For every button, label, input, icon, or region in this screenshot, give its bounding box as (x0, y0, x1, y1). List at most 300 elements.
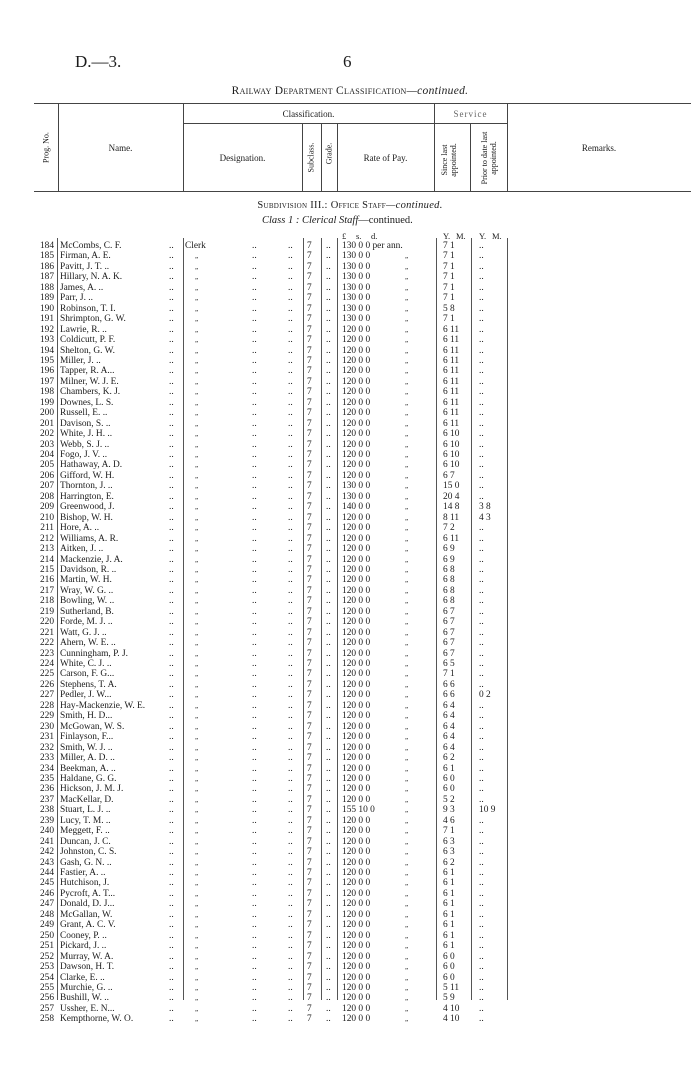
leader-dots: .. (169, 941, 174, 952)
prog-no: 230 (39, 721, 54, 732)
service-prior: 4 3 (479, 512, 491, 523)
ditto-mark: „ (405, 356, 409, 365)
leader-dots: .. (169, 481, 174, 492)
service-prior: .. (479, 523, 484, 534)
staff-name: Coldicutt, P. F. (60, 335, 116, 346)
leader-dots: .. (288, 721, 293, 732)
subclass: 7 (307, 460, 312, 471)
service-since: 6 8 (443, 575, 455, 586)
rate-of-pay: 130 0 0 (342, 272, 371, 283)
leader-dots: .. (252, 794, 257, 805)
leader-dots: .. (252, 1014, 257, 1025)
service-prior: .. (479, 784, 484, 795)
ditto-mark: „ (195, 795, 199, 804)
leader-dots: .. (326, 899, 331, 910)
leader-dots: .. (169, 1014, 174, 1025)
staff-name: Lucy, T. M. .. (60, 815, 111, 826)
rate-of-pay: 120 0 0 (342, 982, 371, 993)
ditto-mark: „ (195, 733, 199, 742)
prog-no: 227 (39, 690, 54, 701)
rate-of-pay: 120 0 0 (342, 868, 371, 878)
subclass: 7 (307, 324, 312, 335)
table-row (0, 983, 700, 994)
leader-dots: .. (169, 282, 174, 293)
leader-dots: .. (252, 314, 257, 325)
ditto-mark: „ (195, 764, 199, 773)
service-prior: .. (479, 408, 484, 419)
leader-dots: .. (252, 857, 257, 868)
service-since: 6 0 (443, 784, 455, 795)
prog-no: 186 (39, 261, 54, 272)
table-row (0, 398, 700, 409)
subclass: 7 (307, 721, 312, 732)
rate-of-pay: 120 0 0 (342, 815, 371, 826)
table-row (0, 314, 700, 325)
rate-of-pay: 120 0 0 (342, 418, 371, 429)
table-row (0, 565, 700, 576)
staff-name: McGowan, W. S. (60, 721, 125, 732)
table-row (0, 377, 700, 388)
staff-name: Haldane, G. G. (60, 773, 117, 784)
leader-dots: .. (288, 951, 293, 962)
leader-dots: .. (288, 575, 293, 586)
col-remarks: Remarks. (581, 143, 617, 153)
leader-dots: .. (169, 815, 174, 826)
subclass: 7 (307, 470, 312, 481)
ditto-mark: „ (195, 252, 199, 261)
leader-dots: .. (252, 638, 257, 649)
leader-dots: .. (252, 596, 257, 607)
subclass: 7 (307, 732, 312, 743)
table-row (0, 711, 700, 722)
staff-name: Kempthorne, W. O. (60, 1014, 134, 1025)
ditto-mark: „ (195, 774, 199, 783)
staff-name: MacKellar, D. (60, 794, 114, 805)
table-row (0, 941, 700, 952)
leader-dots: .. (326, 982, 331, 993)
ditto-mark: „ (405, 513, 409, 522)
ditto-mark: „ (195, 900, 199, 909)
prog-no: 202 (39, 429, 54, 440)
leader-dots: .. (169, 491, 174, 502)
ditto-mark: „ (195, 910, 199, 919)
staff-name: Pycroft, A. T... (60, 888, 116, 899)
rate-of-pay: 120 0 0 (342, 533, 371, 544)
table-row (0, 690, 700, 701)
subclass: 7 (307, 648, 312, 659)
subclass: 7 (307, 491, 312, 502)
unit-pounds: £ (342, 231, 347, 241)
service-prior: .. (479, 638, 484, 649)
leader-dots: .. (252, 868, 257, 878)
ditto-mark: „ (195, 607, 199, 616)
prog-no: 204 (39, 450, 54, 460)
unit-months-prior: M. (492, 231, 502, 241)
rate-of-pay: 130 0 0 (342, 261, 371, 272)
table-row (0, 805, 700, 816)
subclass: 7 (307, 711, 312, 722)
ditto-mark: „ (195, 388, 199, 397)
subclass: 7 (307, 742, 312, 753)
leader-dots: .. (288, 690, 293, 701)
subclass: 7 (307, 930, 312, 941)
prog-no: 219 (39, 606, 54, 617)
ditto-mark: „ (405, 994, 409, 1003)
rate-of-pay: 120 0 0 (342, 836, 371, 847)
subdivision-label: Subdivision III.: Office Staff (257, 200, 386, 211)
prog-no: 226 (39, 679, 54, 690)
staff-name: Williams, A. R. (60, 533, 119, 544)
leader-dots: .. (169, 617, 174, 628)
prog-no: 200 (39, 408, 54, 419)
prog-no: 234 (39, 763, 54, 774)
table-row (0, 440, 700, 451)
prog-no: 197 (39, 376, 54, 387)
table-row (0, 784, 700, 795)
service-since: 6 4 (443, 700, 455, 711)
ditto-mark: „ (195, 315, 199, 324)
ditto-mark: „ (405, 440, 409, 449)
service-prior: .. (479, 930, 484, 941)
ditto-mark: „ (405, 388, 409, 397)
leader-dots: .. (252, 993, 257, 1004)
table-row (0, 262, 700, 273)
prog-no: 220 (39, 617, 54, 628)
unit-months-since: M. (456, 231, 466, 241)
staff-name: Gash, G. N. .. (60, 857, 112, 868)
leader-dots: .. (252, 941, 257, 952)
service-since: 6 7 (443, 470, 455, 481)
rate-of-pay: 120 0 0 (342, 564, 371, 575)
leader-dots: .. (169, 669, 174, 680)
leader-dots: .. (288, 251, 293, 262)
leader-dots: .. (326, 993, 331, 1004)
leader-dots: .. (252, 387, 257, 398)
ditto-mark: „ (195, 649, 199, 658)
ditto-mark: „ (405, 983, 409, 992)
table-row (0, 419, 700, 430)
staff-name: Greenwood, J. (60, 502, 115, 513)
rate-of-pay: 120 0 0 (342, 523, 371, 534)
prog-no: 241 (39, 836, 54, 847)
service-prior: 10 9 (479, 805, 496, 816)
leader-dots: .. (288, 324, 293, 335)
subclass: 7 (307, 763, 312, 774)
col-prog-no: Prog. No. (41, 132, 51, 163)
prog-no: 211 (40, 523, 54, 534)
ditto-mark: „ (195, 503, 199, 512)
table-row (0, 387, 700, 398)
leader-dots: .. (288, 241, 293, 251)
subclass: 7 (307, 502, 312, 513)
ditto-mark: „ (405, 555, 409, 564)
table-row (0, 502, 700, 513)
staff-name: Aitken, J. .. (60, 544, 104, 555)
leader-dots: .. (252, 554, 257, 565)
leader-dots: .. (169, 533, 174, 544)
staff-name: Hickson, J. M. J. (60, 784, 124, 795)
service-since: 4 10 (443, 1014, 460, 1025)
leader-dots: .. (169, 387, 174, 398)
ditto-mark: „ (195, 398, 199, 407)
ditto-mark: „ (405, 827, 409, 836)
service-prior: .. (479, 951, 484, 962)
table-row (0, 628, 700, 639)
rate-of-pay: 120 0 0 (342, 387, 371, 398)
leader-dots: .. (169, 303, 174, 314)
leader-dots: .. (326, 847, 331, 858)
ditto-mark: „ (405, 848, 409, 857)
leader-dots: .. (252, 732, 257, 743)
ditto-mark: „ (195, 994, 199, 1003)
staff-name: Shelton, G. W. (60, 345, 115, 356)
leader-dots: .. (326, 345, 331, 356)
leader-dots: .. (252, 805, 257, 816)
service-since: 6 7 (443, 638, 455, 649)
subclass: 7 (307, 627, 312, 638)
service-prior: .. (479, 450, 484, 460)
subclass: 7 (307, 888, 312, 899)
ditto-mark: „ (195, 869, 199, 877)
table-row (0, 607, 700, 618)
prog-no: 217 (39, 585, 54, 596)
leader-dots: .. (326, 512, 331, 523)
page-title (0, 85, 700, 97)
leader-dots: .. (252, 711, 257, 722)
table-row (0, 732, 700, 743)
prog-no: 218 (39, 596, 54, 607)
leader-dots: .. (252, 617, 257, 628)
leader-dots: .. (252, 376, 257, 387)
prog-no: 223 (39, 648, 54, 659)
prog-no: 208 (39, 491, 54, 502)
service-prior: .. (479, 941, 484, 952)
leader-dots: .. (326, 721, 331, 732)
column-header-table (34, 103, 691, 191)
service-since: 6 3 (443, 836, 455, 847)
prog-no: 199 (39, 397, 54, 408)
staff-name: Lawrie, R. .. (60, 324, 107, 335)
leader-dots: .. (288, 784, 293, 795)
leader-dots: .. (252, 241, 257, 251)
service-since: 6 11 (443, 397, 460, 408)
service-prior: .. (479, 711, 484, 722)
staff-name: Wray, W. G. .. (60, 585, 114, 596)
leader-dots: .. (288, 857, 293, 868)
leader-dots: .. (288, 460, 293, 471)
leader-dots: .. (252, 564, 257, 575)
ditto-mark: „ (195, 336, 199, 345)
staff-name: Ahern, W. E. .. (60, 638, 116, 649)
col-rate-of-pay: Rate of Pay. (363, 153, 408, 163)
subclass: 7 (307, 638, 312, 649)
leader-dots: .. (252, 930, 257, 941)
ditto-mark: „ (405, 607, 409, 616)
ditto-mark: „ (195, 545, 199, 554)
ditto-mark: „ (405, 262, 409, 271)
leader-dots: .. (169, 470, 174, 481)
leader-dots: .. (326, 554, 331, 565)
service-prior: .. (479, 554, 484, 565)
prog-no: 222 (39, 638, 54, 649)
table-row (0, 722, 700, 733)
ditto-mark: „ (405, 754, 409, 763)
staff-name: Fogo, J. V. .. (60, 450, 108, 460)
leader-dots: .. (169, 753, 174, 764)
service-since: 4 6 (443, 815, 455, 826)
rate-of-pay: 120 0 0 (342, 784, 371, 795)
service-prior: .. (479, 533, 484, 544)
leader-dots: .. (288, 261, 293, 272)
leader-dots: .. (326, 638, 331, 649)
prog-no: 203 (39, 439, 54, 450)
ditto-mark: „ (405, 774, 409, 783)
prog-no: 255 (39, 982, 54, 993)
prog-no: 194 (39, 345, 54, 356)
service-prior: .. (479, 282, 484, 293)
staff-name: Harrington, E. (60, 491, 114, 502)
leader-dots: .. (326, 909, 331, 920)
service-since: 6 7 (443, 648, 455, 659)
subclass: 7 (307, 690, 312, 701)
leader-dots: .. (288, 523, 293, 534)
ditto-mark: „ (405, 586, 409, 595)
staff-name: Tapper, R. A... (60, 366, 115, 377)
subdivision-continued: —continued. (385, 200, 443, 211)
ditto-mark: „ (405, 785, 409, 794)
rate-of-pay: 120 0 0 (342, 794, 371, 805)
leader-dots: .. (169, 763, 174, 774)
leader-dots: .. (288, 878, 293, 889)
leader-dots: .. (169, 899, 174, 910)
ditto-mark: „ (195, 377, 199, 386)
leader-dots: .. (288, 617, 293, 628)
leader-dots: .. (169, 773, 174, 784)
rate-of-pay: 120 0 0 (342, 585, 371, 596)
service-prior: .. (479, 669, 484, 680)
subclass: 7 (307, 387, 312, 398)
table-row (0, 659, 700, 670)
subclass: 7 (307, 753, 312, 764)
col-designation: Designation. (219, 153, 266, 163)
rate-of-pay: 120 0 0 (342, 1014, 371, 1025)
leader-dots: .. (252, 679, 257, 690)
service-since: 6 1 (443, 899, 455, 910)
ditto-mark: „ (195, 555, 199, 564)
leader-dots: .. (326, 303, 331, 314)
service-since: 7 1 (443, 669, 455, 680)
leader-dots: .. (288, 836, 293, 847)
table-row (0, 837, 700, 848)
leader-dots: .. (169, 627, 174, 638)
subclass: 7 (307, 585, 312, 596)
ditto-mark: „ (195, 973, 199, 982)
service-since: 6 9 (443, 554, 455, 565)
rate-of-pay: 120 0 0 (342, 1003, 371, 1014)
rate-of-pay: 130 0 0 (342, 251, 371, 262)
leader-dots: .. (326, 335, 331, 346)
leader-dots: .. (169, 794, 174, 805)
ditto-mark: „ (405, 315, 409, 324)
subclass: 7 (307, 962, 312, 973)
leader-dots: .. (169, 554, 174, 565)
col-classification: Classification. (282, 109, 335, 119)
leader-dots: .. (326, 575, 331, 586)
ditto-mark: „ (195, 889, 199, 898)
rate-of-pay: 120 0 0 (342, 324, 371, 335)
leader-dots: .. (288, 711, 293, 722)
rate-of-pay: 130 0 0 (342, 491, 371, 502)
table-row (0, 241, 700, 252)
subclass: 7 (307, 941, 312, 952)
service-since: 6 7 (443, 606, 455, 617)
ditto-mark: „ (195, 586, 199, 595)
rate-of-pay: 120 0 0 (342, 721, 371, 732)
ditto-mark: „ (405, 660, 409, 668)
leader-dots: .. (169, 962, 174, 973)
leader-dots: .. (326, 805, 331, 816)
prog-no: 185 (39, 251, 54, 262)
leader-dots: .. (288, 868, 293, 878)
leader-dots: .. (169, 460, 174, 471)
ditto-mark: „ (405, 565, 409, 574)
ditto-mark: „ (195, 356, 199, 365)
leader-dots: .. (169, 293, 174, 304)
leader-dots: .. (169, 784, 174, 795)
rate-of-pay: 120 0 0 (342, 575, 371, 586)
leader-dots: .. (169, 408, 174, 419)
leader-dots: .. (326, 502, 331, 513)
subclass: 7 (307, 1014, 312, 1025)
table-row (0, 649, 700, 660)
ditto-mark: „ (195, 701, 199, 710)
service-prior: .. (479, 293, 484, 304)
service-since: 6 0 (443, 962, 455, 973)
service-prior: .. (479, 773, 484, 784)
leader-dots: .. (169, 742, 174, 753)
service-since: 6 1 (443, 941, 455, 952)
table-row (0, 429, 700, 440)
ditto-mark: „ (405, 325, 409, 334)
ditto-mark: „ (405, 733, 409, 742)
leader-dots: .. (252, 523, 257, 534)
subclass: 7 (307, 575, 312, 586)
prog-no: 257 (39, 1003, 54, 1014)
service-prior: 0 2 (479, 690, 491, 701)
subclass: 7 (307, 951, 312, 962)
class-continued: —continued. (358, 215, 413, 226)
staff-name: Mackenzie, J. A. (60, 554, 123, 565)
ditto-mark: „ (405, 639, 409, 648)
staff-name: Ussher, E. N... (60, 1003, 115, 1014)
subclass: 7 (307, 251, 312, 262)
table-row (0, 471, 700, 482)
subclass: 7 (307, 805, 312, 816)
staff-name: Stuart, L. J. .. (60, 805, 111, 816)
table-row (0, 408, 700, 419)
table-row (0, 481, 700, 492)
leader-dots: .. (169, 512, 174, 523)
leader-dots: .. (288, 888, 293, 899)
leader-dots: .. (288, 387, 293, 398)
rate-of-pay: 120 0 0 (342, 439, 371, 450)
leader-dots: .. (326, 324, 331, 335)
ditto-mark: „ (405, 1015, 409, 1024)
table-row (0, 450, 700, 461)
service-since: 5 11 (443, 982, 460, 993)
service-prior: .. (479, 826, 484, 837)
leader-dots: .. (169, 659, 174, 669)
